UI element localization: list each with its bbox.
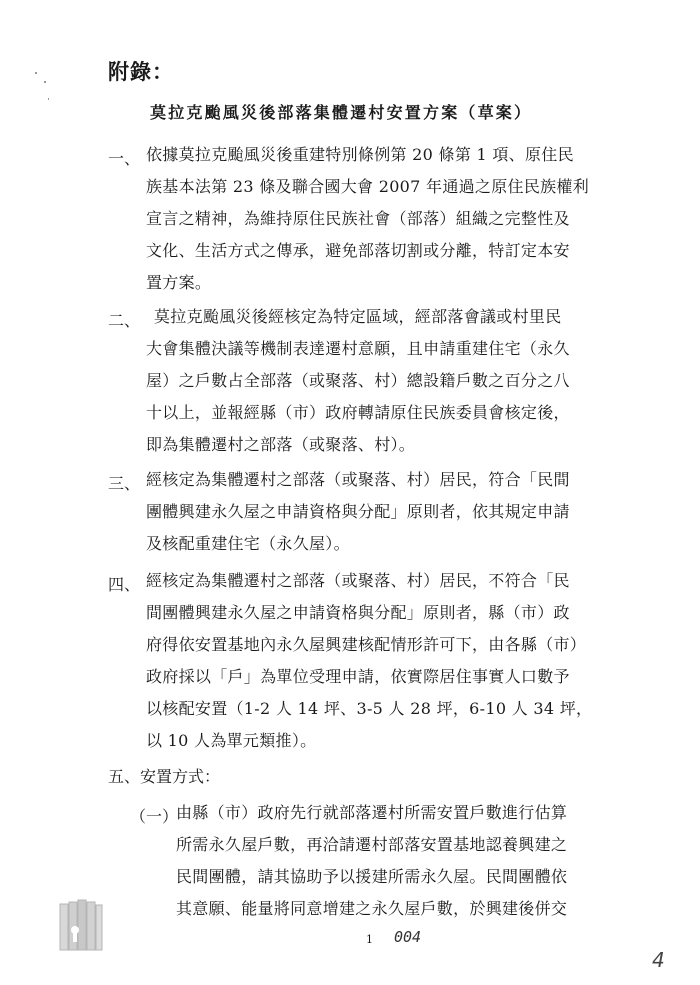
clause-line: 以 10 人為單元類推）。 [146,731,317,750]
clause-marker: 二、 [108,311,141,330]
clause-line: 以核配安置（1-2 人 14 坪、3-5 人 28 坪，6-10 人 34 坪， [146,699,593,718]
clause-body [146,301,644,461]
clause-body [146,139,636,299]
clause-line: 族基本法第 23 條及聯合國大會 2007 年通過之原住民族權利 [146,177,590,196]
handwritten-page-number: 004 [394,928,422,946]
clause-marker: 三、 [108,474,141,493]
scan-speck [44,81,46,83]
clause-line: 政府採以「戶」為單位受理申請，依實際居住事實人口數予 [146,667,570,686]
clause-line: 屋）之戶數占全部落（或聚落、村）總設籍戶數之百分之八 [146,371,570,390]
scan-speck [35,72,37,74]
clause-line: 置方案。 [146,273,212,292]
clause-line: 依據莫拉克颱風災後重建特別條例第 20 條第 1 項、原住民 [146,145,574,164]
section-5-heading: 五、安置方式： [108,767,221,786]
clause-body [146,464,636,560]
scan-speck [48,98,49,100]
clause-line: 十以上，並報經縣（市）政府轉請原住民族委員會核定後， [146,403,570,422]
subclause-body [176,797,628,925]
subclause-marker: （一） [130,807,179,826]
clause-line: 即為集體遷村之部落（或聚落、村）。 [146,435,416,454]
subclause-line: 其意願、能量將同意增建之永久屋戶數，於興建後併交 [176,899,568,918]
subclause-line: 所需永久屋戶數，再洽請遷村部落安置基地認養興建之 [176,835,568,854]
clause-line: 莫拉克颱風災後經核定為特定區域，經部落會議或村里民 [154,307,562,326]
clause-line: 間團體興建永久屋之申請資格與分配」原則者，縣（市）政 [146,603,570,622]
clause-line: 團體興建永久屋之申請資格與分配」原則者，依其規定申請 [146,502,570,521]
clause-line: 及核配重建住宅（永久屋）。 [146,534,350,553]
clause-line: 府得依安置基地內永久屋興建核配情形許可下，由各縣（市） [146,635,587,654]
document-title: 莫拉克颱風災後部落集體遷村安置方案（草案） [150,103,533,122]
clause-marker: 四、 [108,575,141,594]
handwritten-corner-mark: 4 [652,948,665,972]
appendix-heading: 附錄： [108,60,174,84]
clause-line: 大會集體決議等機制表達遷村意願，且申請重建住宅（永久 [146,339,570,358]
clause-line: 宣言之精神，為維持原住民族社會（部落）組織之完整性及 [146,209,570,228]
clause-marker: 一、 [108,149,141,168]
subclause-line: 民間團體，請其協助予以援建所需永久屋。民間團體依 [176,867,568,886]
clause-line: 文化、生活方式之傳承，避免部落切割或分離，特訂定本安 [146,241,570,260]
clause-line: 經核定為集體遷村之部落（或聚落、村）居民，不符合「民 [146,571,570,590]
clause-line: 經核定為集體遷村之部落（或聚落、村）居民，符合「民間 [146,470,570,489]
page-number: 1 [366,933,373,946]
archive-stamp-icon [58,896,104,956]
subclause-line: 由縣（市）政府先行就部落遷村所需安置戶數進行估算 [176,803,568,822]
clause-body [146,565,636,757]
